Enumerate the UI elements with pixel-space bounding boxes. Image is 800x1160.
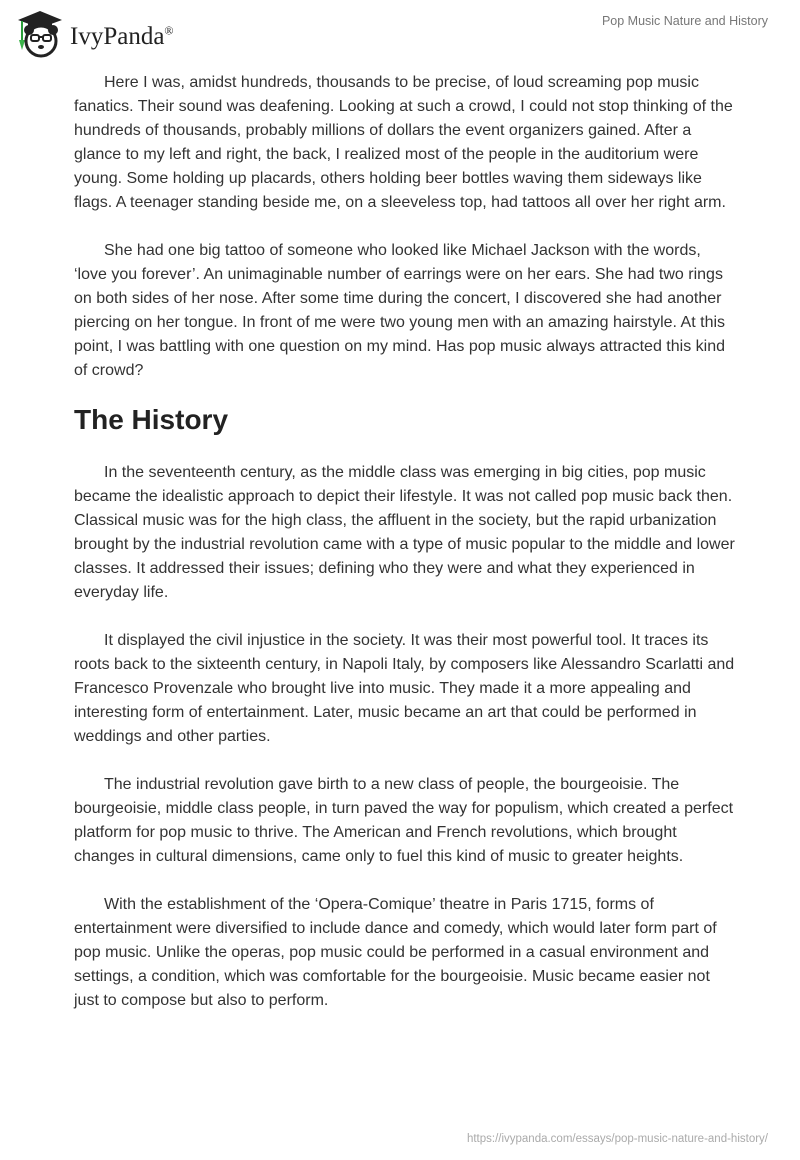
- paragraph: Here I was, amidst hundreds, thousands to be precise, of loud screaming pop music fanatics. Their sound was deafening. Looking at such a crowd, I could not stop thinking of the hundreds of thousands, probably millions of dollars the event organizers gained. After a glance to my left and right, the back, I realized most of the people in the auditorium were young. Some holding up placards, others holding beer bottles waving them sideways like flags. A teenager standing beside me, on a sleeveless top, had tattoos all over her right arm.: [74, 74, 733, 211]
- paragraph: It displayed the civil injustice in the society. It was their most powerful tool. It traces its roots back to the sixteenth century, in Napoli Italy, by composers like Alessandro Scarlatti and Francesco Provenzale who brought live into music. They made it a more appealing and interesting form of entertainment. Later, music became an art that could be performed in weddings and other parties.: [74, 632, 735, 745]
- paragraph: She had one big tattoo of someone who looked like Michael Jackson with the words, ‘love you forever’. An unimaginable number of earrings were on her ears. She had two rings on both sides of her nose. After some time during the concert, I discovered she had another piercing on her tongue. In front of me were two young men with an amazing hairstyle. At this point, I was battling with one question on my mind. Has pop music always attracted this kind of crowd?: [74, 242, 726, 379]
- paragraph: In the seventeenth century, as the middle class was emerging in big cities, pop music became the idealistic approach to depict their lifestyle. It was not called pop music back then. Classical music was for the high class, the affluent in the society, but the rapid urbanization brought by the industrial revolution came with a type of music popular to the middle and lower classes. It addressed their issues; defining who they were and what they experienced in everyday life.: [74, 464, 735, 601]
- paragraph: The industrial revolution gave birth to a new class of people, the bourgeoisie. The bourgeoisie, middle class people, in turn paved the way for populism, which created a perfect platform for pop music to thrive. The American and French revolutions, which brought changes in cultural dimensions, came only to fuel this kind of music to greater heights.: [74, 776, 734, 865]
- ivypanda-logo[interactable]: [14, 8, 174, 58]
- registered-mark: ®: [164, 23, 174, 38]
- source-url[interactable]: https://ivypanda.com/essays/pop-music-nature-and-history/: [466, 1133, 768, 1145]
- paragraph: With the establishment of the ‘Opera-Comique’ theatre in Paris 1715, forms of entertainment were diversified to include dance and comedy, which would later form part of pop music. Unlike the operas, pop music could be performed in a casual environment and settings, a condition, which was comfortable for the bourgeoisie. Music became easier not just to compose but also to perform.: [74, 896, 717, 1009]
- section-heading: The History: [74, 404, 229, 435]
- document-title: Pop Music Nature and History: [601, 14, 768, 28]
- panda-graduate-icon: [14, 8, 66, 58]
- brand-text: IvyPanda: [70, 23, 165, 50]
- brand-name: [70, 23, 174, 51]
- essay-content: [74, 71, 738, 1037]
